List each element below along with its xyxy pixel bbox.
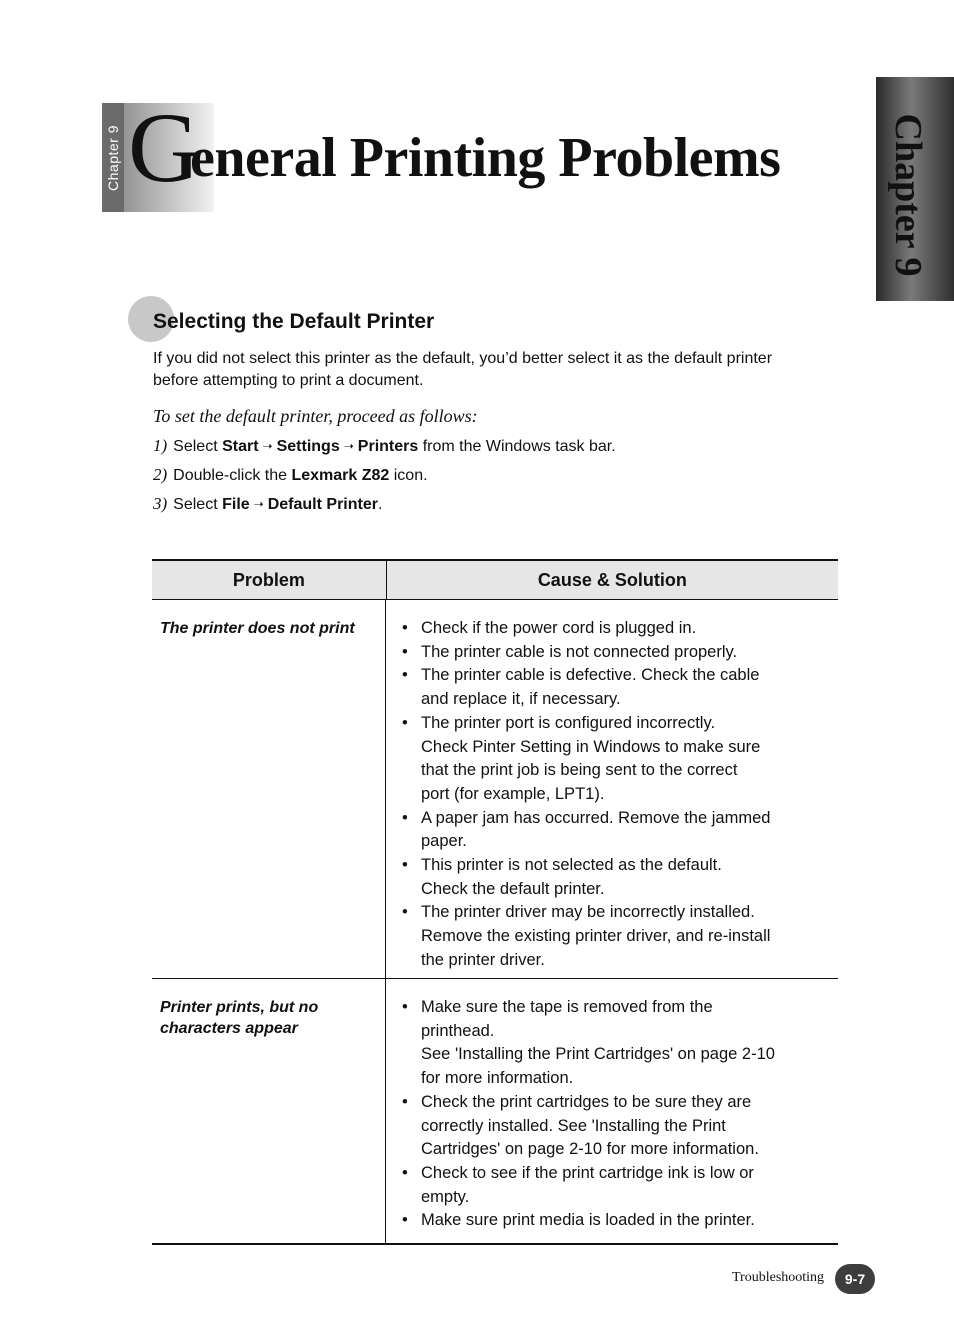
title-initial: G	[128, 92, 201, 203]
list-item: • Check to see if the print cartridge ink is low or empty.	[402, 1162, 830, 1209]
footer-section-label: Troubleshooting	[732, 1270, 825, 1285]
solution-cell	[386, 600, 838, 978]
step-bold: Start	[222, 438, 259, 455]
step-number: 2)	[153, 465, 168, 484]
problem-table	[152, 559, 838, 1245]
list-item: • Make sure the tape is removed from the printhead. See 'Installing the Print Cartridges' on page 2-10 for more information.	[402, 996, 830, 1091]
header-problem: Problem	[152, 561, 387, 599]
table-header	[152, 561, 838, 600]
page-number-badge: 9-7	[835, 1264, 875, 1294]
arrow-icon: ➝	[343, 439, 354, 453]
problem-cell: Printer prints, but no characters appear	[152, 979, 386, 1243]
step-1	[153, 436, 616, 456]
step-number: 3)	[153, 494, 168, 513]
list-item: • Make sure print media is loaded in the printer.	[402, 1209, 830, 1233]
list-item: • Check the print cartridges to be sure they are correctly installed. See 'Installing the Print Cartridges' on page 2-10 for more information.	[402, 1091, 830, 1162]
table-row	[152, 978, 838, 1243]
header-cause-solution: Cause & Solution	[537, 569, 687, 590]
step-2	[153, 465, 428, 485]
title-chapter-label: Chapter 9	[105, 125, 121, 191]
section-intro: If you did not select this printer as the default, you’d better select it as the default printer before attempting to print a document.	[153, 350, 773, 389]
step-3	[153, 494, 382, 514]
step-bold: Settings	[276, 438, 340, 455]
step-text: .	[377, 496, 383, 513]
table-row	[152, 600, 838, 978]
chapter-tab-label: Chapter 9	[887, 113, 929, 277]
step-text: Select	[173, 496, 223, 513]
step-bold: Default Printer	[267, 496, 378, 513]
list-item: • Check if the power cord is plugged in.	[402, 617, 830, 641]
step-number: 1)	[153, 436, 168, 455]
list-item: • The printer cable is defective. Check the cable and replace it, if necessary.	[402, 664, 830, 711]
step-bold: File	[222, 496, 250, 513]
procedure-title: To set the default printer, proceed as follows:	[153, 406, 478, 426]
step-text: icon.	[389, 467, 428, 484]
step-bold: Lexmark Z82	[291, 467, 390, 484]
solution-cell	[386, 979, 838, 1243]
step-text: from the Windows task bar.	[418, 438, 616, 455]
arrow-icon: ➝	[262, 439, 273, 453]
list-item: • The printer cable is not connected properly.	[402, 641, 830, 665]
step-text: Double-click the	[173, 467, 292, 484]
list-item: • A paper jam has occurred. Remove the jammed paper.	[402, 807, 830, 854]
list-item: • This printer is not selected as the default. Check the default printer.	[402, 854, 830, 901]
problem-cell: The printer does not print	[152, 600, 386, 978]
page-title: eneral Printing Problems	[190, 127, 781, 189]
section-heading: Selecting the Default Printer	[153, 310, 435, 333]
list-item: • The printer port is configured incorrectly. Check Pinter Setting in Windows to make sure that the print job is being sent to the correct port (for example, LPT1).	[402, 712, 830, 807]
arrow-icon: ➝	[253, 497, 264, 511]
step-bold: Printers	[357, 438, 419, 455]
step-text: Select	[173, 438, 223, 455]
list-item: • The printer driver may be incorrectly installed. Remove the existing printer driver, and re-install the printer driver.	[402, 901, 830, 972]
